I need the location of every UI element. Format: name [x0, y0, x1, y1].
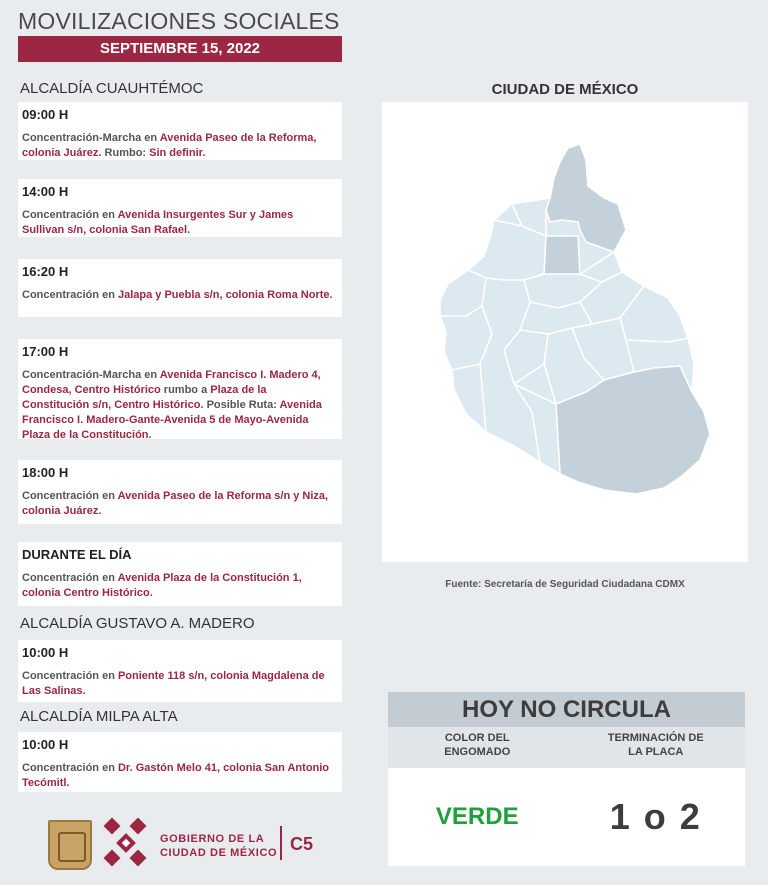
event-text: . [187, 224, 191, 236]
event-text: Concentración [22, 209, 100, 221]
map-region-cuauhtemoc [544, 236, 580, 274]
event-text: . [202, 147, 206, 159]
engomado-label: COLOR DEL ENGOMADO [444, 732, 511, 758]
event-text: Concentración [22, 572, 100, 584]
cdmx-map [382, 102, 748, 562]
event-location: Avenida Insurgentes Sur y James Sullivan s/n, colonia San Rafael [22, 209, 294, 236]
event-card [18, 259, 342, 317]
hoy-no-circula-values [388, 768, 745, 866]
event-time: 10:00 H [22, 645, 69, 660]
event-location: Avenida Paseo de la Reforma s/n y Niza, colonia Juárez [22, 490, 329, 517]
map-source: Fuente: Secretaría de Seguridad Ciudadana CDMX [445, 579, 685, 590]
event-text: Concentración [22, 670, 100, 682]
event-location: Dr. Gastón Melo 41, colonia San Antonio Tecómitl [22, 762, 330, 789]
event-card [18, 339, 342, 439]
placa-label: TERMINACIÓN DE LA PLACA [607, 732, 704, 758]
event-description [22, 669, 336, 699]
event-text: en [99, 490, 118, 502]
event-text: Concentración [22, 289, 100, 301]
event-text: Concentración-Marcha [22, 132, 142, 144]
event-card [18, 640, 342, 702]
event-text: rumbo a [160, 384, 211, 396]
c5-divider [280, 826, 282, 860]
event-text: en [141, 369, 160, 381]
event-location: Sin definir [149, 147, 203, 159]
event-description [22, 208, 336, 238]
event-description [22, 368, 336, 443]
event-text: en [99, 572, 118, 584]
page-title: MOVILIZACIONES SOCIALES [18, 8, 340, 34]
event-text: Concentración [22, 490, 100, 502]
alcaldia-heading: ALCALDÍA CUAUHTÉMOC [20, 80, 204, 97]
event-text: . [66, 777, 70, 789]
event-time: 10:00 H [22, 737, 69, 752]
date-banner: SEPTIEMBRE 15, 2022 [18, 36, 342, 62]
event-text: Concentración [22, 762, 100, 774]
cdmx-logo-icon [102, 816, 152, 872]
gobierno-text [160, 832, 277, 860]
event-text: . [148, 429, 152, 441]
escudo-icon [48, 820, 92, 870]
hoy-no-circula-panel [388, 692, 745, 866]
event-card [18, 542, 342, 606]
event-location: Plaza de la Constitución s/n, Centro Histórico [22, 384, 267, 411]
event-location: Avenida Plaza de la Constitución 1, colonia Centro Histórico [22, 572, 302, 599]
event-time: 18:00 H [22, 465, 69, 480]
gobierno-line1: GOBIERNO DE LA [160, 833, 265, 845]
cdmx-map-svg [382, 102, 748, 562]
c5-logo: C5 [290, 834, 314, 854]
event-description [22, 761, 336, 791]
event-description [22, 571, 336, 601]
event-location: Avenida Francisco I. Madero-Gante-Avenida 5 de Mayo-Avenida Plaza de la Constitución [22, 399, 322, 441]
event-location: Avenida Paseo de la Reforma, colonia Juárez [22, 132, 317, 159]
gobierno-line2: CIUDAD DE MÉXICO [160, 847, 278, 859]
event-location: Jalapa y Puebla s/n, colonia Roma Norte [117, 289, 330, 301]
placa-value: 1 o 2 [609, 796, 702, 837]
map-title: CIUDAD DE MÉXICO [491, 81, 639, 98]
alcaldia-heading: ALCALDÍA GUSTAVO A. MADERO [20, 615, 255, 632]
event-description [22, 131, 336, 161]
alcaldia-heading: ALCALDÍA MILPA ALTA [20, 708, 178, 725]
event-text: . Rumbo: [98, 147, 150, 159]
event-time: DURANTE EL DÍA [22, 547, 132, 562]
event-location: Avenida Francisco I. Madero 4, Condesa, Centro Histórico [22, 369, 321, 396]
event-time: 14:00 H [22, 184, 69, 199]
event-text: Concentración-Marcha [22, 369, 142, 381]
event-card [18, 179, 342, 237]
hoy-no-circula-title: HOY NO CIRCULA [388, 692, 745, 727]
event-description [22, 288, 336, 303]
event-description [22, 489, 336, 519]
event-text: . [98, 505, 102, 517]
event-time: 09:00 H [22, 107, 69, 122]
event-text: . [149, 587, 153, 599]
event-text: en [99, 762, 118, 774]
event-card [18, 102, 342, 160]
event-card [18, 732, 342, 792]
event-text: . [329, 289, 333, 301]
event-text: en [99, 289, 118, 301]
event-location: Poniente 118 s/n, colonia Magdalena de Las Salinas [22, 670, 325, 697]
event-text: . [82, 685, 86, 697]
event-time: 17:00 H [22, 344, 69, 359]
event-card [18, 460, 342, 524]
event-text: en [141, 132, 160, 144]
hoy-no-circula-columns [388, 727, 745, 768]
event-time: 16:20 H [22, 264, 69, 279]
engomado-value: VERDE [435, 803, 519, 830]
event-text: en [99, 670, 118, 682]
event-text: . Posible Ruta: [200, 399, 280, 411]
event-text: en [99, 209, 118, 221]
footer-logos [44, 814, 344, 874]
